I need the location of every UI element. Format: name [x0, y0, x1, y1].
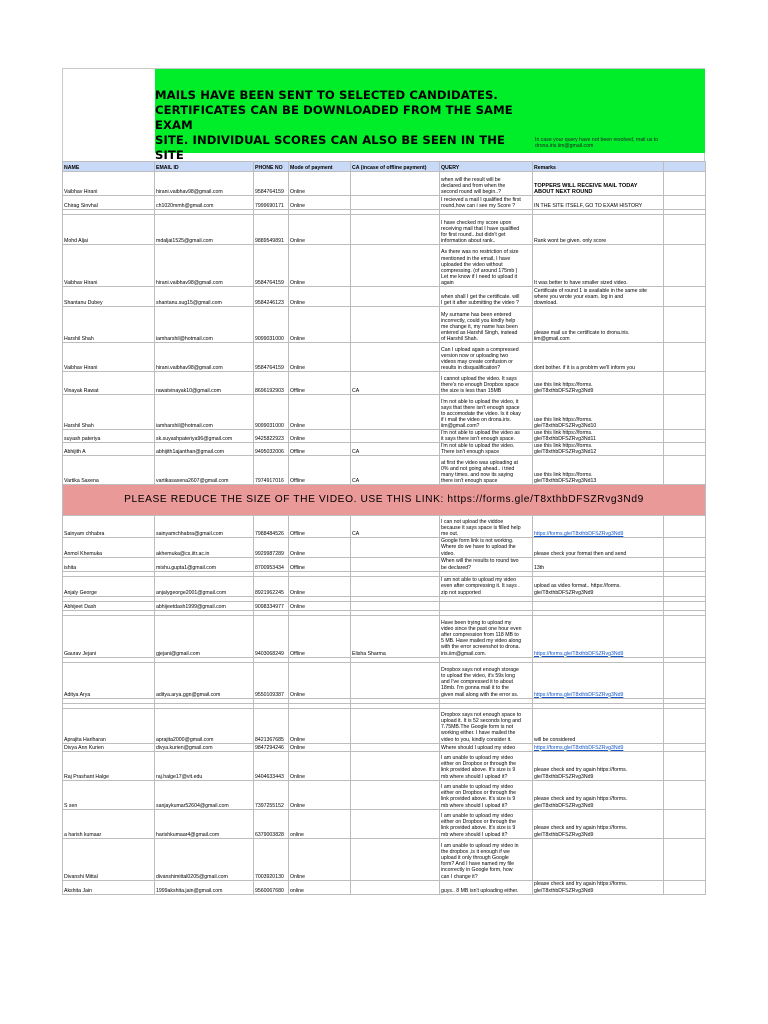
cell-extra[interactable]: [664, 809, 706, 838]
cell-query[interactable]: guys.. 8 MB isn't uploading either.: [440, 880, 533, 894]
cell-extra[interactable]: [664, 215, 706, 245]
cell-extra[interactable]: [664, 538, 706, 557]
cell-phone[interactable]: 9550109387: [254, 662, 289, 698]
table-row: [63, 538, 706, 557]
cell-email[interactable]: iamharshil@hotmail.com: [155, 395, 254, 430]
queries-table: [62, 161, 706, 895]
cell-mode[interactable]: Online: [289, 215, 351, 245]
table-row: [63, 880, 706, 894]
cell-name[interactable]: Vaibhav Hirani: [63, 172, 155, 196]
cell-phone[interactable]: 9584764159: [254, 343, 289, 372]
cell-mode[interactable]: Offline: [289, 372, 351, 395]
cell-extra[interactable]: [664, 557, 706, 571]
table-row: [63, 372, 706, 395]
cell-email[interactable]: aditya.arya.ggn@gmail.com: [155, 662, 254, 698]
cell-remark[interactable]: [533, 615, 664, 657]
cell-query[interactable]: Dropbox says not enough space to upload it. It is 52 seconds long and 7.75MB.The Google form is not working either. I have mailed the video to you, kindly consider it.: [440, 708, 533, 743]
form-link[interactable]: https://forms.gle/T8xthbDFSZRvg3Nd9: [534, 744, 624, 751]
cell-ca[interactable]: [351, 172, 440, 196]
cell-email[interactable]: hirani.vaibhav98@gmail.com: [155, 172, 254, 196]
cell-extra[interactable]: [664, 343, 706, 372]
table-row: [63, 780, 706, 809]
header-name[interactable]: NAME: [63, 162, 155, 172]
cell-extra[interactable]: [664, 430, 706, 443]
cell-phone[interactable]: 9584764159: [254, 245, 289, 287]
cell-name[interactable]: a harish kumaar: [63, 809, 155, 838]
table-row: [63, 245, 706, 287]
cell-mode[interactable]: Online: [289, 430, 351, 443]
cell-query[interactable]: Google form link is not working. Where do we have to upload the video.: [440, 538, 533, 557]
cell-extra[interactable]: [664, 196, 706, 210]
cell-remark[interactable]: use this link https://forms. gle/T8xthbDFSZRvg3Nd13: [533, 456, 664, 485]
table-row: [63, 343, 706, 372]
table-row: [63, 557, 706, 571]
cell-ca[interactable]: [351, 743, 440, 751]
cell-mode[interactable]: Online: [289, 838, 351, 880]
cell-query[interactable]: I'm not able to upload the video as it says there isn't enough space.: [440, 430, 533, 443]
cell-mode[interactable]: Online: [289, 538, 351, 557]
cell-email[interactable]: raj.halge17@vit.edu: [155, 751, 254, 780]
table-row: [63, 615, 706, 657]
header-ca[interactable]: CA (incase of offline payment): [351, 162, 440, 172]
cell-query[interactable]: at first the video was uploading at 0% and not going ahead.. i tried many times. and now its saying there isn't enough space: [440, 456, 533, 485]
cell-extra[interactable]: [664, 838, 706, 880]
cell-email[interactable]: anjalygeorge2001@gmail.com: [155, 576, 254, 596]
cell-email[interactable]: sainyamchhabra@gmail.com: [155, 516, 254, 538]
cell-remark[interactable]: dont bother. if it is a problrm we'll inform you: [533, 343, 664, 372]
table-row: [63, 751, 706, 780]
cell-ca[interactable]: [351, 196, 440, 210]
cell-remark[interactable]: It was better to have smaller sized video.: [533, 245, 664, 287]
cell-remark[interactable]: will be considered: [533, 708, 664, 743]
cell-email[interactable]: rawatvinayak10@gmail.com: [155, 372, 254, 395]
cell-email[interactable]: 1999akshita.jain@gmail.com: [155, 880, 254, 894]
notice-row: [63, 485, 706, 516]
cell-phone[interactable]: 7003920130: [254, 838, 289, 880]
cell-mode[interactable]: online: [289, 880, 351, 894]
cell-phone[interactable]: 9098334977: [254, 601, 289, 610]
cell-phone[interactable]: 9889549891: [254, 215, 289, 245]
cell-extra[interactable]: [664, 708, 706, 743]
cell-mode[interactable]: Online: [289, 751, 351, 780]
header-extra[interactable]: [664, 162, 706, 172]
cell-ca[interactable]: [351, 809, 440, 838]
cell-email[interactable]: divanshimittal0205@gmail.com: [155, 838, 254, 880]
cell-query[interactable]: I am unable to upload my video either on Dropbox or through the link provided above. It's size is 9 mb where should I upload it?: [440, 780, 533, 809]
announcement-banner[interactable]: [155, 69, 705, 162]
cell-email[interactable]: shantanu.sug15@gmail.com: [155, 287, 254, 307]
cell-extra[interactable]: [664, 516, 706, 538]
cell-phone[interactable]: 9495032006: [254, 443, 289, 456]
cell-phone[interactable]: 8921962245: [254, 576, 289, 596]
header-query[interactable]: QUERY: [440, 162, 533, 172]
cell-query[interactable]: I cannot upload the video. It says there's no enough Dropbox space the size is less than 15MB: [440, 372, 533, 395]
cell-mode[interactable]: Online: [289, 343, 351, 372]
cell-email[interactable]: iamharshil@hotmail.com: [155, 307, 254, 343]
banner-row: [62, 68, 705, 162]
cell-phone[interactable]: 6379003828: [254, 809, 289, 838]
cell-phone[interactable]: 8696192903: [254, 372, 289, 395]
cell-extra[interactable]: [664, 662, 706, 698]
cell-extra[interactable]: [664, 576, 706, 596]
cell-query[interactable]: I am unable to upload my video either on Dropbox or through the link provided above. It's size is 9 mb where should I upload it?: [440, 751, 533, 780]
cell-extra[interactable]: [664, 307, 706, 343]
cell-query[interactable]: I recieved a mail I qualified the first round,how can i see my Score ?: [440, 196, 533, 210]
cell-query[interactable]: I'm not able to upload the video. There isn't enough space: [440, 443, 533, 456]
cell-query[interactable]: I am unable to upload my video either on Dropbox or through the link provided above. It's size is 9 mb where should I upload it?: [440, 809, 533, 838]
cell-remark[interactable]: [533, 838, 664, 880]
cell-query[interactable]: My surname has been entered incorrectly, could you kindly help me change it, my name has been entered as Harshil Singh, instead of Harshil Shah.: [440, 307, 533, 343]
header-mode[interactable]: Mode of payment: [289, 162, 351, 172]
cell-phone[interactable]: 9847294246: [254, 743, 289, 751]
cell-name[interactable]: suyash pateriya: [63, 430, 155, 443]
table-body-bottom: [63, 516, 706, 894]
cell-query[interactable]: Have been trying to upload my video since the past one hour even after compression from 118 MB to 5 MB. Have mailed my video along with the error screenshot to drona. iris.iim@gmail.com.: [440, 615, 533, 657]
cell-mode[interactable]: Online: [289, 172, 351, 196]
cell-name[interactable]: Aprajita Hariharan: [63, 708, 155, 743]
cell-remark[interactable]: 13th: [533, 557, 664, 571]
cell-mode[interactable]: Offline: [289, 516, 351, 538]
cell-ca[interactable]: Elisha Sharma: [351, 615, 440, 657]
cell-ca[interactable]: [351, 662, 440, 698]
cell-ca[interactable]: [351, 751, 440, 780]
cell-mode[interactable]: Online: [289, 287, 351, 307]
cell-extra[interactable]: [664, 287, 706, 307]
cell-extra[interactable]: [664, 601, 706, 610]
table-row: [63, 516, 706, 538]
cell-name[interactable]: Vartika Saxena: [63, 456, 155, 485]
cell-name[interactable]: Abhijeet Dash: [63, 601, 155, 610]
cell-remark[interactable]: [533, 601, 664, 610]
cell-ca[interactable]: [351, 245, 440, 287]
cell-name[interactable]: Anmol Khemuka: [63, 538, 155, 557]
cell-phone[interactable]: 9404633443: [254, 751, 289, 780]
cell-remark[interactable]: TOPPERS WILL RECEIVE MAIL TODAY ABOUT NEXT ROUND: [533, 172, 664, 196]
cell-mode[interactable]: Online: [289, 743, 351, 751]
cell-name[interactable]: Vaibhav Hirani: [63, 343, 155, 372]
table-row: [63, 196, 706, 210]
cell-email[interactable]: sanjaykumar52604@gmail.com: [155, 780, 254, 809]
cell-remark[interactable]: use this link https://forms. gle/T8xthbDFSZRvg3Nd10: [533, 395, 664, 430]
cell-phone[interactable]: 9929987289: [254, 538, 289, 557]
notice-banner[interactable]: PLEASE REDUCE THE SIZE OF THE VIDEO. USE THIS LINK: https://forms.gle/T8xthbDFSZRvg3Nd9: [63, 485, 706, 516]
header-remarks[interactable]: Remarks: [533, 162, 664, 172]
cell-ca[interactable]: CA: [351, 516, 440, 538]
cell-name[interactable]: Sainyam chhabra: [63, 516, 155, 538]
cell-email[interactable]: vartikasaxena2607@gmail.com: [155, 456, 254, 485]
cell-name[interactable]: Chirag Sinvhal: [63, 196, 155, 210]
cell-name[interactable]: Harshil Shah: [63, 395, 155, 430]
header-email[interactable]: EMAIL ID: [155, 162, 254, 172]
table-row: [63, 430, 706, 443]
cell-name[interactable]: Abhijith A: [63, 443, 155, 456]
spreadsheet: [62, 68, 705, 895]
cell-ca[interactable]: [351, 557, 440, 571]
cell-mode[interactable]: Offline: [289, 443, 351, 456]
cell-ca[interactable]: CA: [351, 372, 440, 395]
cell-query[interactable]: when shall I get the certificate. will I get it after submitting the video ?: [440, 287, 533, 307]
table-row: [63, 838, 706, 880]
cell-remark[interactable]: please check and try again https://forms. gle/T8xthbDFSZRvg3Nd9: [533, 751, 664, 780]
table-body-top: [63, 172, 706, 485]
cell-remark[interactable]: please check your format then and send: [533, 538, 664, 557]
cell-phone[interactable]: 7397255152: [254, 780, 289, 809]
header-phone[interactable]: PHONE NO: [254, 162, 289, 172]
cell-remark[interactable]: Rank wont be given. only score: [533, 215, 664, 245]
cell-phone[interactable]: 9425822923: [254, 430, 289, 443]
cell-remark[interactable]: upload as video format.. https://forms. gle/T8xthbDFSZRvg3Nd9: [533, 576, 664, 596]
table-row: [63, 743, 706, 751]
table-row: [63, 287, 706, 307]
cell-phone[interactable]: 7988484526: [254, 516, 289, 538]
table-row: [63, 172, 706, 196]
cell-email[interactable]: abhijeetdash1999@gmail.com: [155, 601, 254, 610]
cell-ca[interactable]: CA: [351, 456, 440, 485]
cell-ca[interactable]: [351, 287, 440, 307]
form-link[interactable]: https://forms.gle/T8xthbDFSZRvg3Nd9: [534, 650, 624, 657]
header-row: [63, 162, 706, 172]
cell-ca[interactable]: [351, 601, 440, 610]
table-row: [63, 443, 706, 456]
cell-phone[interactable]: 9584246123: [254, 287, 289, 307]
cell-name[interactable]: Mohd Aljai: [63, 215, 155, 245]
cell-name[interactable]: ishita: [63, 557, 155, 571]
cell-phone[interactable]: 8421367685: [254, 708, 289, 743]
table-row: [63, 395, 706, 430]
cell-mode[interactable]: Online: [289, 196, 351, 210]
cell-mode[interactable]: Online: [289, 708, 351, 743]
cell-name[interactable]: Aditya Arya: [63, 662, 155, 698]
cell-remark[interactable]: Certificate of round 1 is available in the same site where you wrote your exam. log in and download.: [533, 287, 664, 307]
cell-remark[interactable]: please mail us the certificate to drona.iris. iim@gmail.com: [533, 307, 664, 343]
cell-extra[interactable]: [664, 245, 706, 287]
cell-ca[interactable]: [351, 708, 440, 743]
cell-phone[interactable]: 9099031000: [254, 395, 289, 430]
cell-name[interactable]: Shantanu Dubey: [63, 287, 155, 307]
cell-query[interactable]: I am not able to upload my video even after compressing it. It says . zip not supported: [440, 576, 533, 596]
table-row: [63, 215, 706, 245]
table-row: [63, 307, 706, 343]
cell-ca[interactable]: [351, 838, 440, 880]
cell-extra[interactable]: [664, 372, 706, 395]
cell-phone[interactable]: 7974917016: [254, 456, 289, 485]
banner-title: MAILS HAVE BEEN SENT TO SELECTED CANDIDATES. CERTIFICATES CAN BE DOWNLOADED FROM THE SAME EXAM SITE. INDIVIDUAL SCORES CAN ALSO BE SEEN IN THE SITE: [155, 88, 513, 162]
banner-empty-cell[interactable]: [62, 69, 155, 153]
cell-name[interactable]: Raj Prashant Halge: [63, 751, 155, 780]
cell-mode[interactable]: Online: [289, 601, 351, 610]
cell-remark[interactable]: [533, 662, 664, 698]
cell-email[interactable]: mishu.gupta1@gmail.com: [155, 557, 254, 571]
cell-ca[interactable]: [351, 576, 440, 596]
cell-mode[interactable]: Online: [289, 307, 351, 343]
cell-mode[interactable]: Online: [289, 662, 351, 698]
cell-query[interactable]: [440, 601, 533, 610]
cell-email[interactable]: divya.kurien@gmail.com: [155, 743, 254, 751]
banner-note: In case your query have not been resolved, mail us to drona.iris.iim@gmail.com: [535, 137, 659, 149]
cell-name[interactable]: S sen: [63, 780, 155, 809]
cell-query[interactable]: Dropbox says not enough storage to upload the video, it's 59s long and I've compressed it to about 18mb. I'm gonna mail it to the given mail along with the error ss.: [440, 662, 533, 698]
cell-name[interactable]: Divanshi Mittal: [63, 838, 155, 880]
cell-name[interactable]: Vinayak Rawat: [63, 372, 155, 395]
cell-ca[interactable]: [351, 343, 440, 372]
cell-mode[interactable]: Online: [289, 245, 351, 287]
cell-mode[interactable]: online: [289, 809, 351, 838]
cell-extra[interactable]: [664, 395, 706, 430]
cell-name[interactable]: Akshita Jain: [63, 880, 155, 894]
cell-name[interactable]: Divya Ann Kurien: [63, 743, 155, 751]
table-row: [63, 601, 706, 610]
cell-remark[interactable]: please check and try again https://forms. gle/T8xthbDFSZRvg3Nd9: [533, 809, 664, 838]
cell-extra[interactable]: [664, 443, 706, 456]
cell-query[interactable]: I have checked my score upon receiving mail that I have qualified for first round...but didn't get information about rank..: [440, 215, 533, 245]
cell-mode[interactable]: Offline: [289, 456, 351, 485]
cell-mode[interactable]: Online: [289, 395, 351, 430]
cell-name[interactable]: Vaibhav Hirani: [63, 245, 155, 287]
cell-query[interactable]: When will the results to round two be declared?: [440, 557, 533, 571]
cell-query[interactable]: I'm not able to upload the video, it says that there isn't enough space to accomodate the video. Is it okay if i mail the video on drona.iris. iim@gmail.com?: [440, 395, 533, 430]
cell-remark[interactable]: [533, 743, 664, 751]
table-row: [63, 662, 706, 698]
cell-name[interactable]: Harshil Shah: [63, 307, 155, 343]
cell-phone[interactable]: 9403068249: [254, 615, 289, 657]
cell-extra[interactable]: [664, 743, 706, 751]
cell-email[interactable]: harishkumaar4@gmail.com: [155, 809, 254, 838]
cell-remark[interactable]: use this link https://forms. gle/T8xthbDFSZRvg3Nd12: [533, 443, 664, 456]
cell-phone[interactable]: 9560067680: [254, 880, 289, 894]
cell-email[interactable]: gjejani@gmail.com: [155, 615, 254, 657]
cell-email[interactable]: mdaljai1525@gmail.com: [155, 215, 254, 245]
table-row: [63, 708, 706, 743]
cell-ca[interactable]: CA: [351, 443, 440, 456]
cell-phone[interactable]: 9584764159: [254, 172, 289, 196]
cell-query[interactable]: As there was no restriction of size mentioned in the email, I have uploaded the video without compressing. (of around 175mb ) Let me know if I need to upload it again: [440, 245, 533, 287]
cell-mode[interactable]: Online: [289, 780, 351, 809]
cell-query[interactable]: I can not upload the viddoe because it says space is filled help me out.: [440, 516, 533, 538]
cell-query[interactable]: I am unable to upload my video in the dropbox ,is it enough if we upload it only through Google form? And I have named my file incorrectly in Google form, how can I change it?: [440, 838, 533, 880]
cell-extra[interactable]: [664, 172, 706, 196]
cell-ca[interactable]: [351, 538, 440, 557]
cell-remark[interactable]: use this link https://forms. gle/T8xthbDFSZRvg3Nd9: [533, 372, 664, 395]
cell-extra[interactable]: [664, 780, 706, 809]
table-row: [63, 576, 706, 596]
cell-remark[interactable]: [533, 516, 664, 538]
cell-ca[interactable]: [351, 430, 440, 443]
cell-extra[interactable]: [664, 751, 706, 780]
form-link[interactable]: https://forms.gle/T8xthbDFSZRvg3Nd9: [534, 531, 624, 538]
cell-query[interactable]: Can I upload again a compressed version now or uploading two videos may create confusion or results in disqualification?: [440, 343, 533, 372]
cell-mode[interactable]: Offline: [289, 557, 351, 571]
notice-section: [63, 485, 706, 516]
cell-query[interactable]: when will the result will be declared and from when the second round will begin..?: [440, 172, 533, 196]
cell-email[interactable]: abhijith1ajanthan@gmail.com: [155, 443, 254, 456]
cell-mode[interactable]: Offline: [289, 615, 351, 657]
cell-phone[interactable]: 9099031000: [254, 307, 289, 343]
cell-name[interactable]: Gaurav Jejani: [63, 615, 155, 657]
cell-email[interactable]: aprajita2000@gmail.com: [155, 708, 254, 743]
cell-ca[interactable]: [351, 880, 440, 894]
cell-extra[interactable]: [664, 880, 706, 894]
form-link[interactable]: https://forms.gle/T8xthbDFSZRvg3Nd9: [534, 691, 624, 698]
cell-ca[interactable]: [351, 780, 440, 809]
cell-ca[interactable]: [351, 395, 440, 430]
cell-extra[interactable]: [664, 615, 706, 657]
cell-ca[interactable]: [351, 215, 440, 245]
cell-email[interactable]: hirani.vaibhav98@gmail.com: [155, 245, 254, 287]
cell-email[interactable]: hirani.vaibhav98@gmail.com: [155, 343, 254, 372]
cell-remark[interactable]: please check and try again https://forms. gle/T8xthbDFSZRvg3Nd9: [533, 880, 664, 894]
cell-email[interactable]: ch1020mmh@gmail.com: [155, 196, 254, 210]
table-row: [63, 809, 706, 838]
cell-remark[interactable]: IN THE SITE ITSELF, GO TO EXAM HISTORY: [533, 196, 664, 210]
cell-name[interactable]: Anjaly George: [63, 576, 155, 596]
cell-phone[interactable]: 8700953434: [254, 557, 289, 571]
cell-remark[interactable]: use this link https://forms. gle/T8xthbDFSZRvg3Nd11: [533, 430, 664, 443]
cell-phone[interactable]: 7999690171: [254, 196, 289, 210]
table-row: [63, 456, 706, 485]
cell-ca[interactable]: [351, 307, 440, 343]
cell-remark[interactable]: please check and try again https://forms. gle/T8xthbDFSZRvg3Nd9: [533, 780, 664, 809]
cell-extra[interactable]: [664, 456, 706, 485]
cell-query[interactable]: Where should I upload my video: [440, 743, 533, 751]
cell-mode[interactable]: Online: [289, 576, 351, 596]
cell-email[interactable]: akhemuka@cs.iitr.ac.in: [155, 538, 254, 557]
cell-email[interactable]: sk.suyashpateriya96@gmail.com: [155, 430, 254, 443]
